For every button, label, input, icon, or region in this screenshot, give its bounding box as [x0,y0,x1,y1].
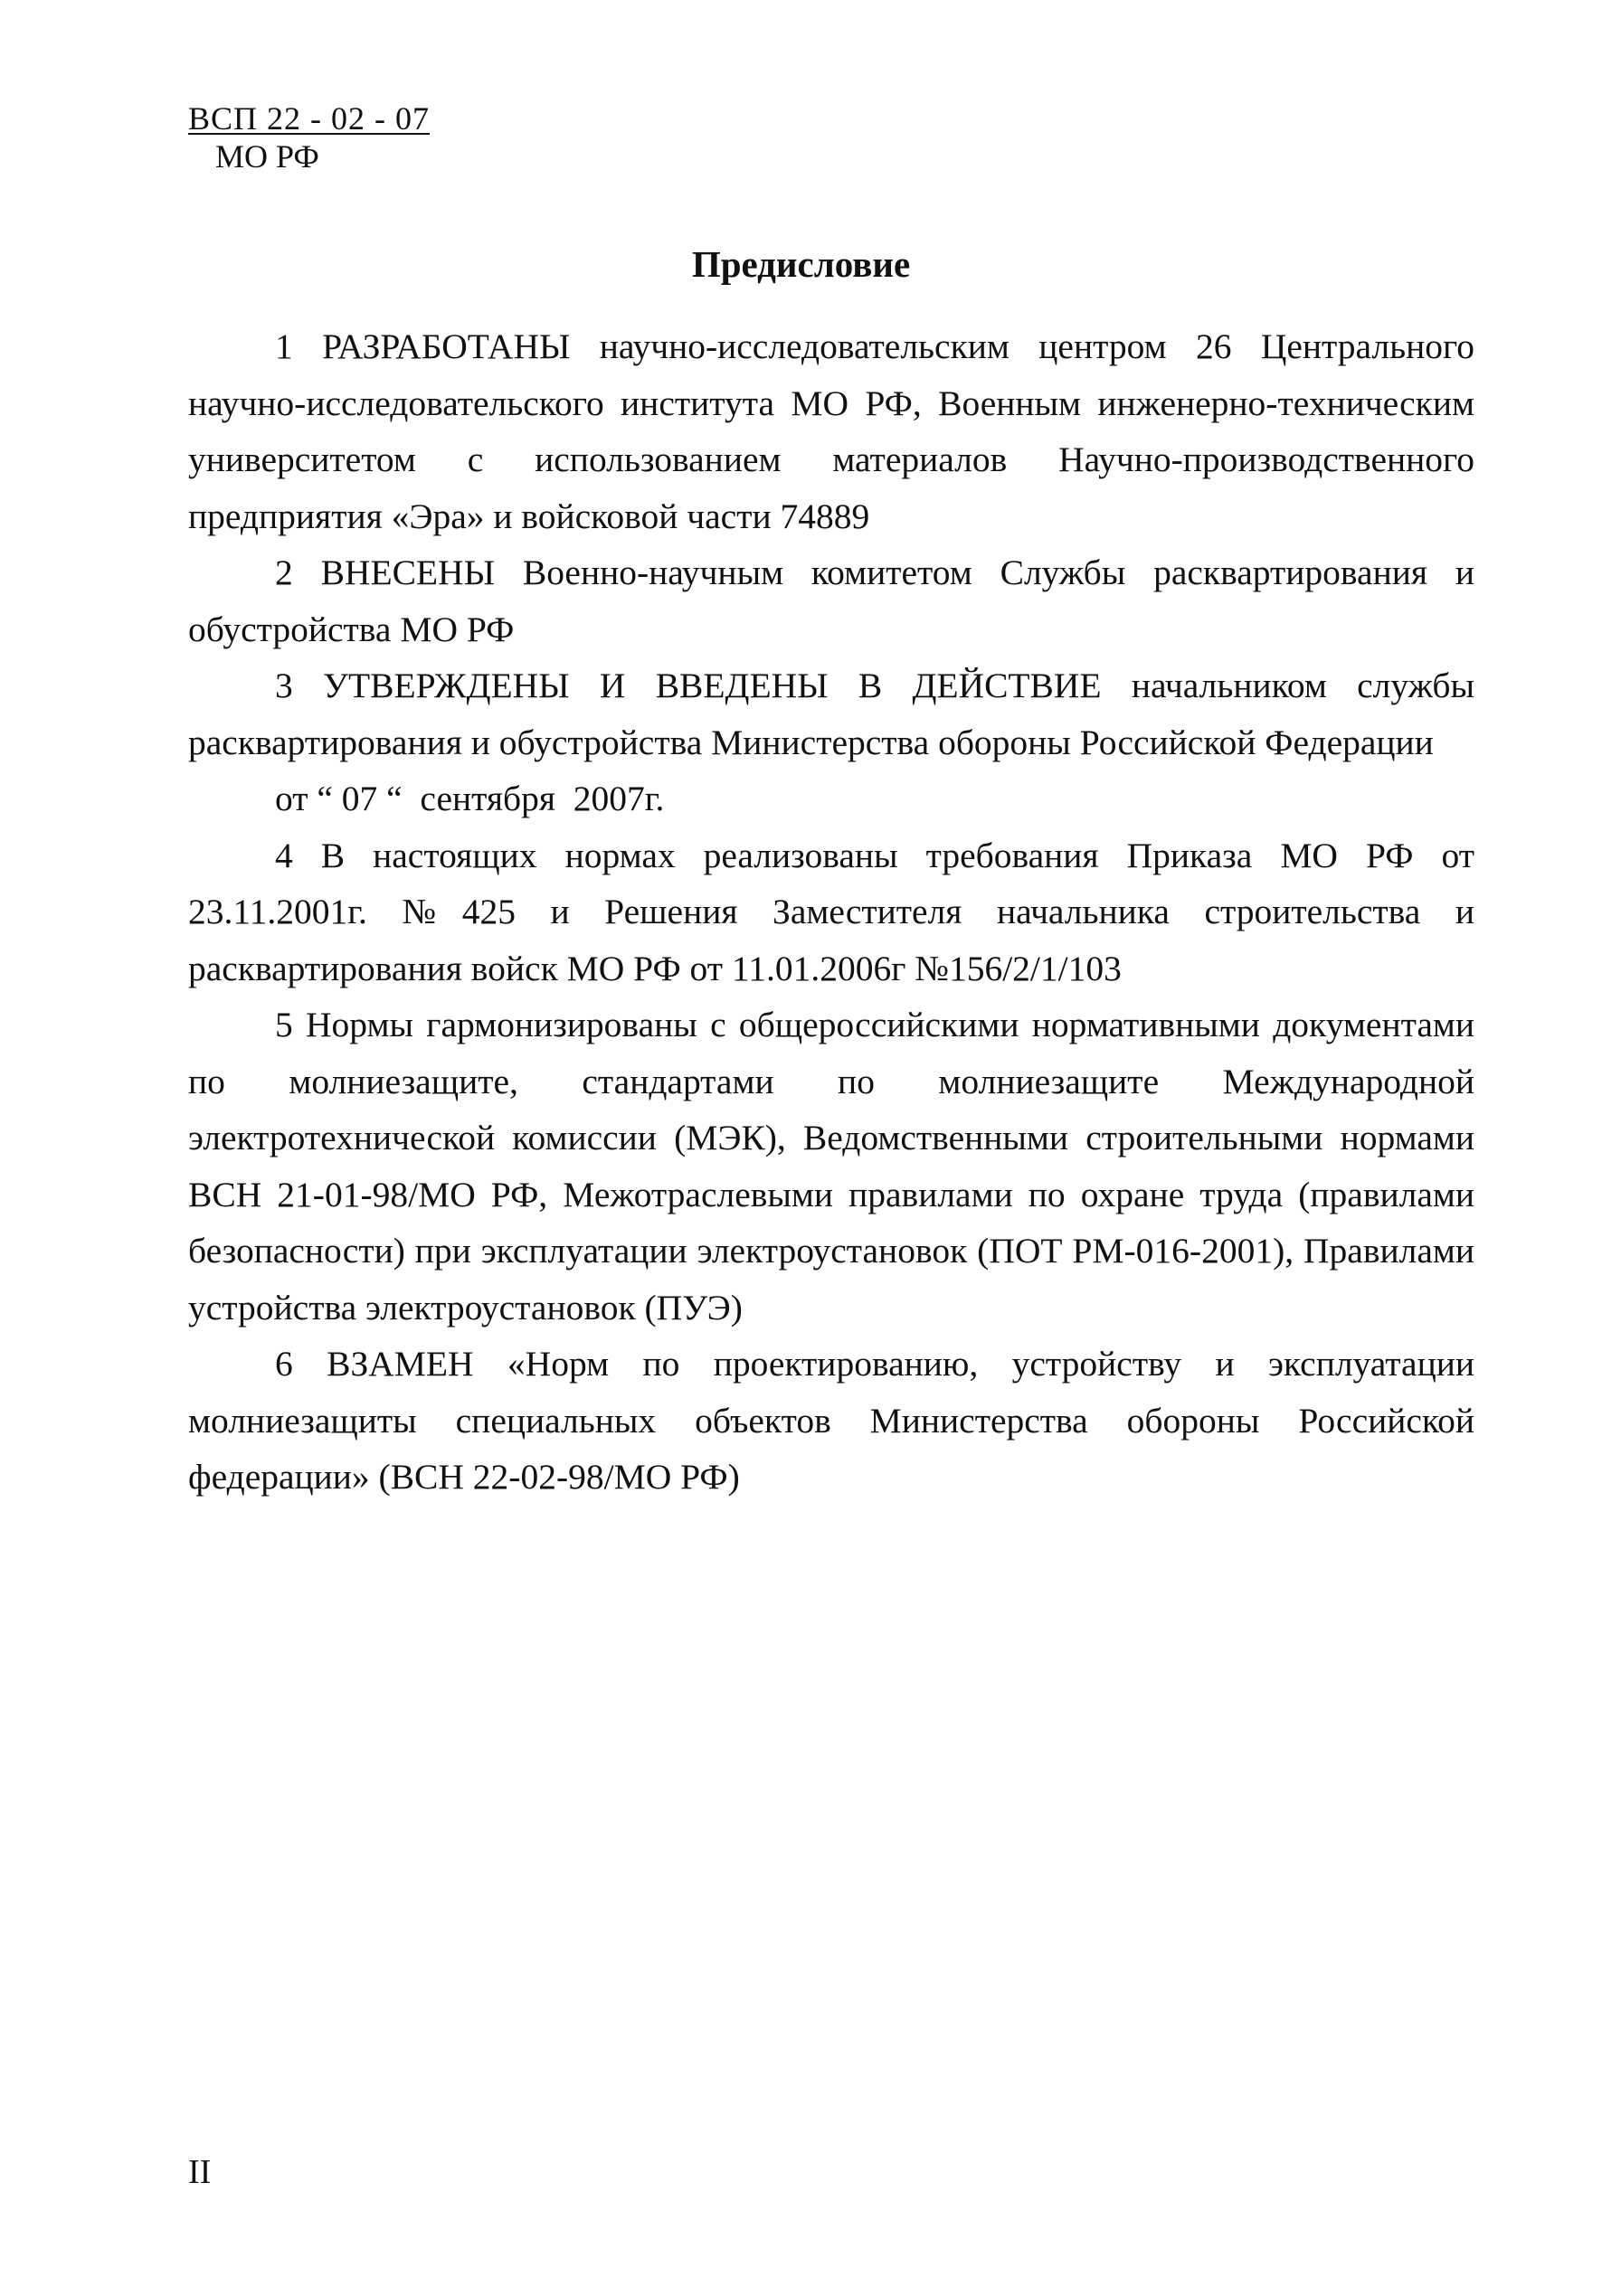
preface-item-1: 1 РАЗРАБОТАНЫ научно-исследовательским центром 26 Центрального научно-исследовательского института МО РФ, Военным инженерно-техническим университетом с использованием материалов Научно-производственного предприятия «Эра» и войсковой части 74889 [188,326,1474,536]
preface-body [188,318,1474,1506]
approval-date: от “ 07 “ сентября 2007г. [275,779,665,818]
page-number: II [188,2153,212,2191]
page-title: Предисловие [691,243,911,285]
preface-item-4: 4 В настоящих нормах реализованы требования Приказа МО РФ от 23.11.2001г. №425 и Решения Заместителя начальника строительства и расквартирования войск МО РФ от 11.01.2006г №156/2/1/103 [188,835,1474,988]
preface-item-3: 3 УТВЕРЖДЕНЫ И ВВЕДЕНЫ В ДЕЙСТВИЕ начальником службы расквартирования и обустройства Министерства обороны Российской Федерации [188,666,1474,762]
preface-item-5: 5 Нормы гармонизированы с общероссийскими нормативными документами по молниезащите, стандартами по молниезащите Международной электротехнической комиссии (МЭК), Ведомственными строительными нормами ВСН 21-01-98/МО РФ, Межотраслевыми правилами по охране труда (правилами безопасности) при эксплуатации электроустановок (ПОТ РМ-016-2001), Правилами устройства электроустановок (ПУЭ) [188,1005,1474,1328]
document-code: ВСП 22 - 02 - 07 [188,100,430,137]
preface-item-2: 2 ВНЕСЕНЫ Военно-научным комитетом Службы расквартирования и обустройства МО РФ [188,553,1474,649]
preface-item-6: 6 ВЗАМЕН «Норм по проектированию, устройству и эксплуатации молниезащиты специальных объектов Министерства обороны Российской федерации» (ВСН 22-02-98/МО РФ) [188,1344,1474,1497]
document-header [188,99,430,175]
document-organization: МО РФ [215,138,319,175]
